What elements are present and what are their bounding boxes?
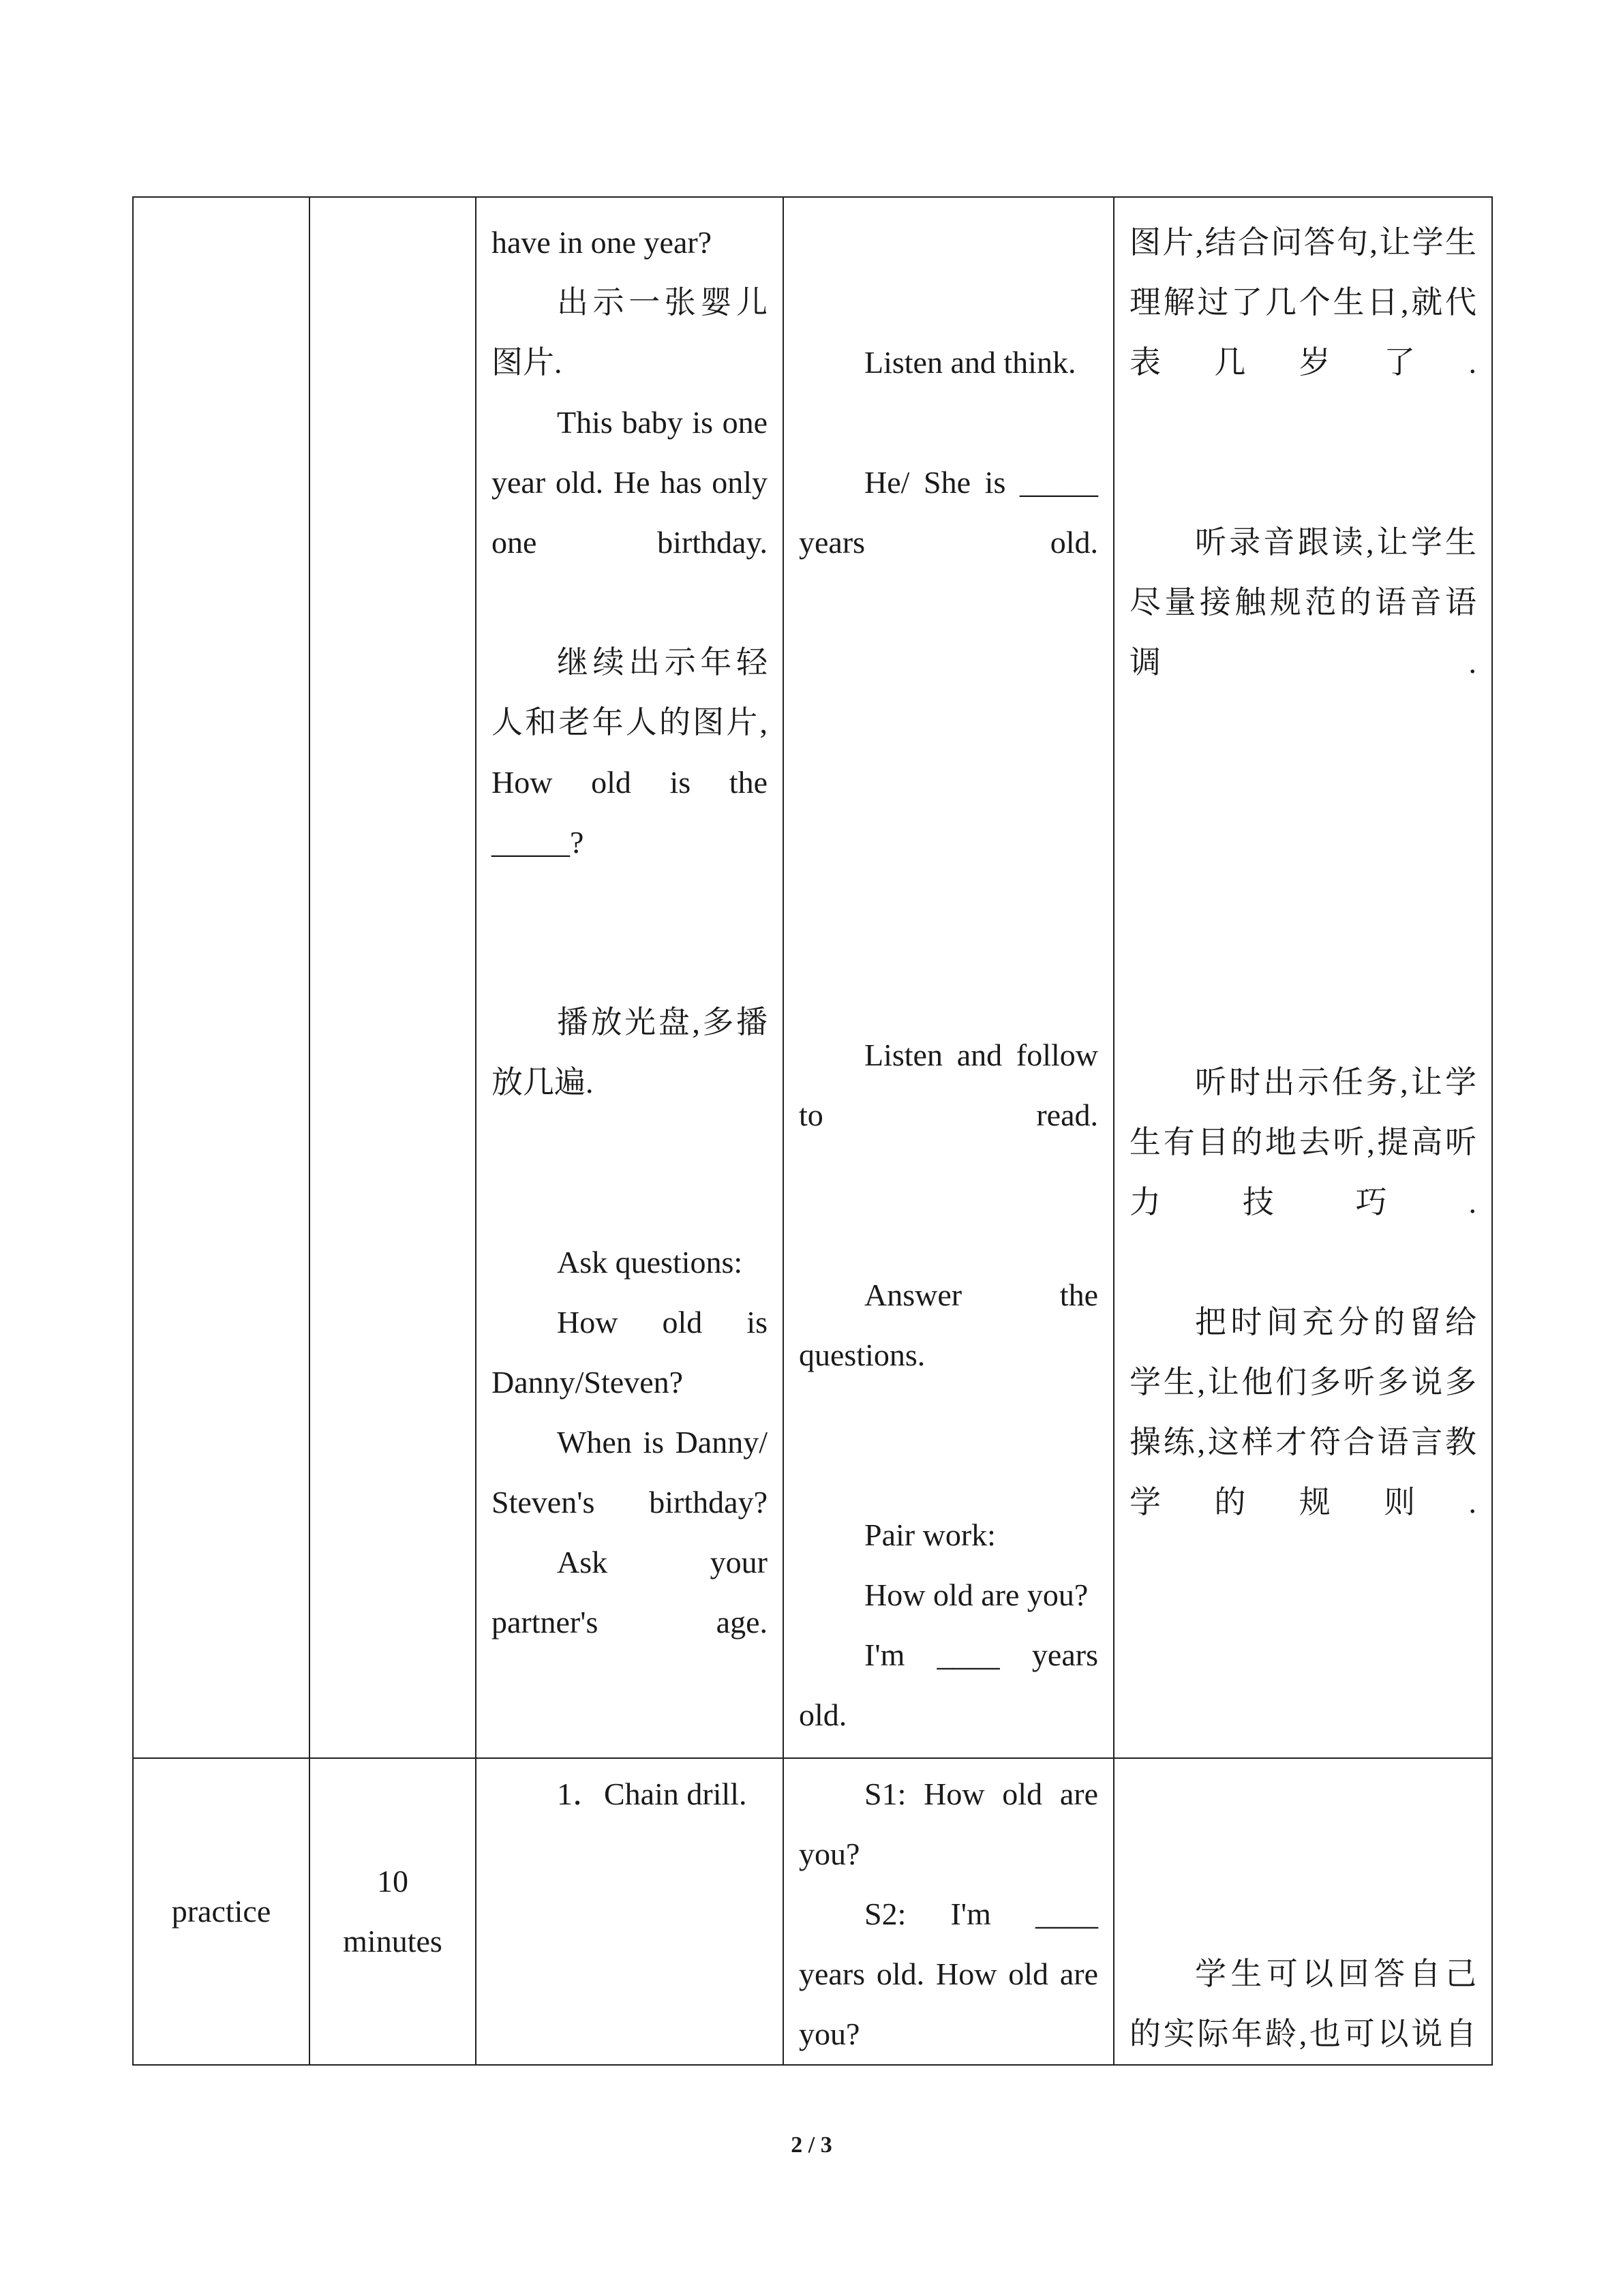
teacher-text: This baby is one year old. He has only one birthday. bbox=[491, 405, 768, 560]
teacher-text: Ask your partner's age. bbox=[491, 1545, 768, 1640]
student-text: He/ She is _____ years old. bbox=[799, 465, 1098, 560]
time-cell bbox=[309, 197, 476, 1758]
student-text: How old are you? bbox=[864, 1577, 1089, 1612]
student-text: Pair work: bbox=[864, 1517, 996, 1552]
purpose-text: 学生可以回答自己的实际年龄,也可以说自 bbox=[1129, 1957, 1476, 2051]
teacher-activity-cell bbox=[476, 1758, 783, 2065]
stage-cell bbox=[133, 1758, 309, 2065]
purpose-text: 图片,结合问答句,让学生理解过了几个生日,就代表几岁了. bbox=[1129, 225, 1476, 380]
table-row bbox=[133, 1758, 1492, 2065]
time-cell bbox=[309, 1758, 476, 2065]
teacher-text: Ask questions: bbox=[557, 1245, 743, 1280]
teacher-text: 1．Chain drill. bbox=[557, 1777, 747, 1811]
teacher-text: 出示一张婴儿图片. bbox=[491, 285, 768, 380]
teacher-text: have in one year? bbox=[491, 225, 712, 260]
teacher-text: How old is Danny/Steven? bbox=[491, 1305, 768, 1400]
lesson-plan-table bbox=[132, 196, 1493, 2066]
purpose-text: 把时间充分的留给学生,让他们多听多说多操练,这样才符合语言教学的规则. bbox=[1129, 1305, 1476, 1520]
student-text: Answer the questions. bbox=[799, 1278, 1098, 1372]
teacher-text: 播放光盘,多播放几遍. bbox=[491, 1005, 768, 1100]
student-text: Listen and follow to read. bbox=[799, 1038, 1098, 1132]
student-text: Listen and think. bbox=[864, 345, 1076, 380]
purpose-cell bbox=[1114, 197, 1492, 1758]
page-number: 2 / 3 bbox=[791, 2132, 832, 2158]
time-label: 10 minutes bbox=[343, 1864, 442, 1959]
teacher-text: When is Danny/ Steven's birthday? bbox=[491, 1425, 768, 1520]
purpose-text: 听录音跟读,让学生尽量接触规范的语音语调. bbox=[1129, 525, 1476, 680]
student-activity-cell bbox=[783, 197, 1114, 1758]
student-text: S2: I'm ____ years old. How old are you? bbox=[799, 1897, 1098, 2051]
purpose-text: 听时出示任务,让学生有目的地去听,提高听力技巧. bbox=[1129, 1065, 1476, 1220]
teacher-activity-cell bbox=[476, 197, 783, 1758]
purpose-cell bbox=[1114, 1758, 1492, 2065]
stage-cell bbox=[133, 197, 309, 1758]
table-row bbox=[133, 197, 1492, 1758]
teacher-text: 继续出示年轻人和老年人的图片, How old is the _____? bbox=[491, 645, 768, 860]
student-text: S1: How old are you? bbox=[799, 1777, 1098, 1871]
student-activity-cell bbox=[783, 1758, 1114, 2065]
student-text: I'm ____ years old. bbox=[799, 1637, 1098, 1732]
stage-label: practice bbox=[171, 1894, 271, 1929]
